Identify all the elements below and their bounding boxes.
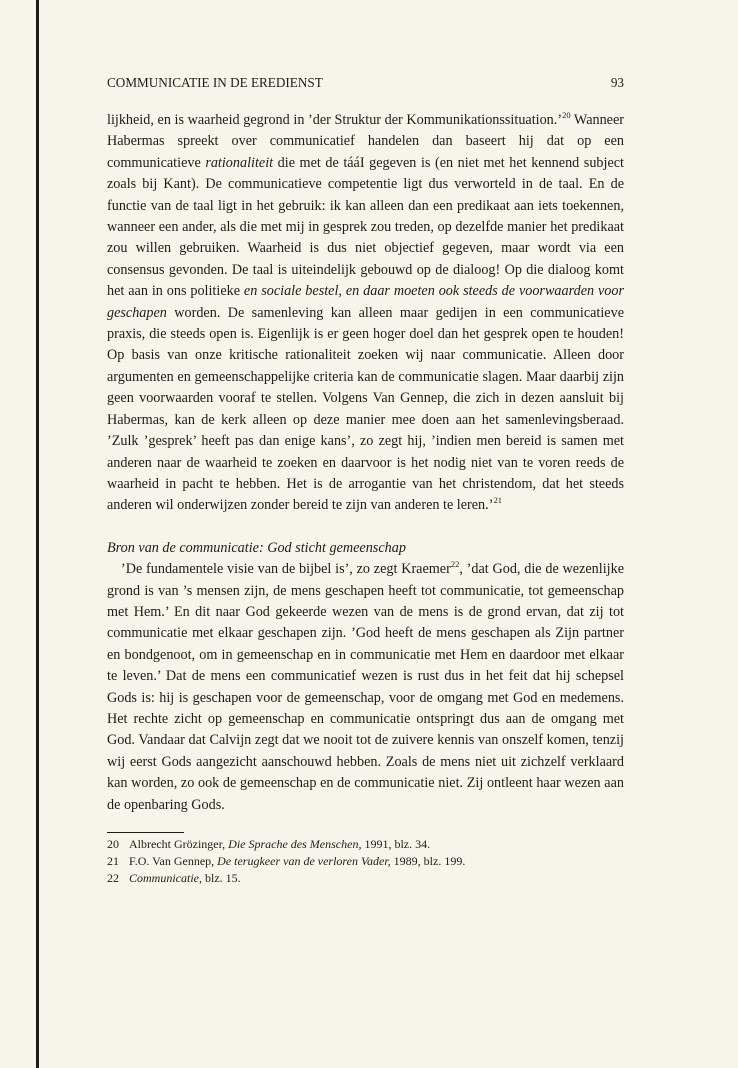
footnote — [107, 870, 624, 887]
footnote-details: 1991, blz. 34. — [361, 837, 431, 851]
text-span: lijkheid, en is waarheid gegrond in ’der Struktur der Kommunikationssituation.’ — [107, 112, 563, 128]
footnote-details: blz. 15. — [202, 871, 241, 885]
book-page — [107, 74, 624, 887]
text-span: Wanneer Habermas spreekt over communicatief handelen dan baseert hij dat op een communicatieve — [107, 112, 624, 171]
text-span: die met de tááI gegeven is (en niet met het kennend subject zoals bij Kant). De communicatieve competentie ligt dus verworteld in de taal. En de functie van de taal ligt in het gebruik: ik kan alleen dan een predikaat aan iets toekennen, wanneer een ander, als die met mij in gesprek zou treden, op dezelfde manier het predikaat zou willen gebruiken. Waarheid is dus niet objectief gegeven, maar wordt via een consensus gevonden. De taal is uiteindelijk gebouwd op de dialoog! Op die dialoog komt het aan in ons politieke — [107, 154, 624, 300]
text-span: , ’dat God, die de wezenlijke grond is van ’s mensen zijn, de mens geschapen heeft tot communicatie, tot gemeenschap met Hem.’ En dit naar God gekeerde wezen van de mens is de grond ervan, dat zij tot communicatie met elkaar geschapen zijn. ’God heeft de mens geschapen als Zijn partner en bondgenoot, om in gemeenschap en in communicatie met Hem en daardoor met elkaar te leven.’ Dat de mens een communicatief wezen is rust dus in het feit dat hij schepsel Gods is: hij is geschapen voor de gemeenschap, voor de omgang met God en medemens. Het rechte zicht op gemeenschap en communicatie ontspringt dus aan de omgang met God. Vandaar dat Calvijn zegt dat we nooit tot de zuivere kennis van onszelf komen, tenzij wij eerst Gods aangezicht aanschouwd hebben. Zoals de mens niet uit zichzelf verklaard kan worden, zo ook de gemeenschap en de communicatie niet. Zij ontleent haar wezen aan de openbaring Gods. — [107, 561, 624, 813]
footnote-number: 21 — [107, 854, 119, 868]
text-span: worden. De samenleving kan alleen maar gedijen in een communicatieve praxis, die steeds open is. Eigenlijk is er geen hoger doel dan het gesprek open te houden! Op basis van onze kritische rationaliteit zoeken wij naar communicatie. Alleen door argumenten en gemeenschappelijke criteria kan de communicatie slagen. Maar daarbij zijn geen voorwaarden vooraf te stellen. Volgens Van Gennep, die zich in dezen aansluit bij Habermas, kan de kerk alleen op deze manier mee doen aan het samenlevingsberaad. ’Zulk ’gesprek’ heeft pas dan enige kans’, zo zegt hij, ’indien men bereid is samen met anderen naar de waarheid te zoeken en daarvoor is het nodig niet van te voren reeds de waarheid in pacht te hebben. Het is de arrogantie van het christendom, dat het steeds anderen wil onderwijzen zonder bereid te zijn van anderen te leren.’ — [107, 304, 624, 514]
footnote-text — [129, 853, 465, 870]
footnote-title: De terugkeer van de verloren Vader, — [217, 854, 391, 868]
emphasis-rationaliteit: rationaliteit — [205, 154, 274, 171]
footnote-rule — [107, 832, 184, 833]
book-spine-edge — [36, 0, 39, 1068]
footnote-number: 22 — [107, 871, 119, 885]
footnote-title: Die Sprache des Menschen, — [228, 837, 362, 851]
footnote-number: 20 — [107, 837, 119, 851]
footnote-title: Communicatie, — [129, 871, 202, 885]
paragraph-kraemer — [107, 559, 624, 816]
footnote-author: Albrecht Grözinger, — [129, 837, 229, 851]
footnote — [107, 853, 624, 870]
footnote-ref-20: 20 — [562, 110, 571, 120]
paragraph-habermas — [107, 110, 624, 517]
footnote-ref-21: 21 — [493, 495, 502, 506]
footnote — [107, 836, 624, 853]
footnote-text — [129, 870, 241, 887]
footnote-ref-22: 22 — [450, 559, 460, 570]
footnotes — [107, 832, 624, 887]
section-heading: Bron van de communicatie: God sticht gemeenschap — [107, 539, 406, 556]
text-span: ’De fundamentele visie van de bijbel is’, zo zegt Kraemer — [121, 561, 451, 578]
footnote-details: 1989, blz. 199. — [390, 854, 466, 868]
running-header — [107, 74, 624, 92]
page-number: 93 — [610, 75, 624, 90]
footnote-text — [129, 836, 430, 853]
emphasis-bestel: en sociale bestel, en daar moeten ook steeds de voorwaarden voor geschapen — [107, 283, 624, 321]
body-text — [107, 110, 624, 816]
running-title: COMMUNICATIE IN DE EREDIENST — [107, 75, 323, 90]
footnote-author: F.O. Van Gennep, — [129, 854, 218, 868]
